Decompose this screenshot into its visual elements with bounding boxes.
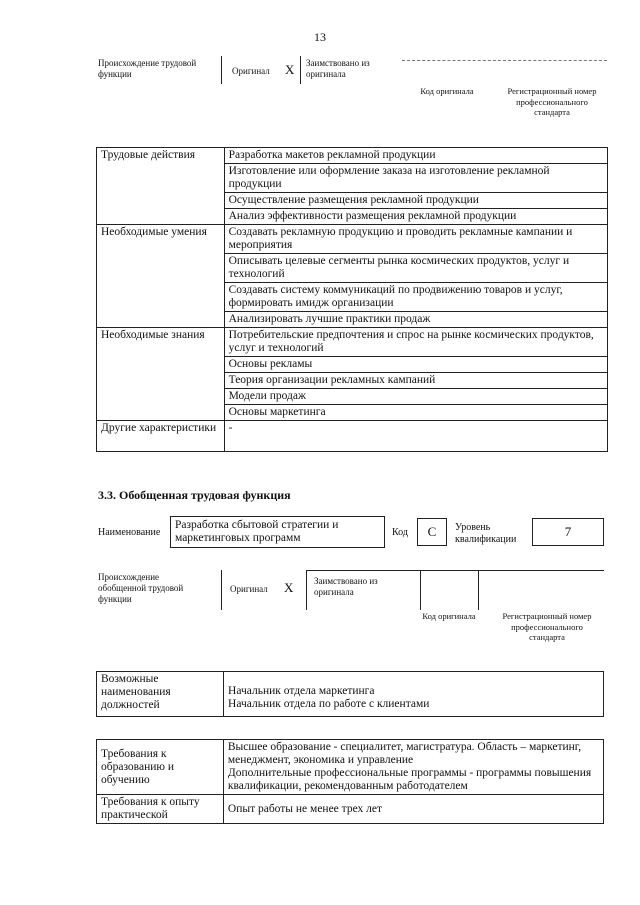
group-item: Осуществление размещения рекламной продукции — [224, 193, 607, 209]
group-title: Другие характеристики — [97, 421, 225, 452]
requirements-table — [96, 739, 604, 824]
code-label: Код — [392, 527, 408, 538]
reg-number-label-2: Регистрационный номер профессионального стандарта — [502, 611, 592, 642]
group-item: Основы рекламы — [224, 357, 607, 373]
origin-divider-2 — [300, 56, 301, 84]
original-mark-2: X — [284, 580, 294, 595]
origin2-divider-4 — [478, 570, 479, 610]
origin-divider — [221, 56, 222, 84]
code-original-label-2: Код оригинала — [422, 611, 476, 621]
level-field — [532, 518, 604, 546]
origin2-divider — [221, 570, 222, 610]
group-item: Разработка макетов рекламной продукции — [224, 148, 607, 164]
origin2-divider-2 — [306, 570, 307, 610]
original-label-2: Оригинал — [230, 584, 268, 594]
group-item: Анализ эффективности размещения рекламной продукции — [224, 209, 607, 225]
code-value: С — [427, 524, 437, 539]
group-item: Создавать рекламную продукцию и проводить рекламные кампании и мероприятия — [224, 225, 607, 254]
table-row — [97, 421, 608, 452]
group-item: Изготовление или оформление заказа на изготовление рекламной продукции — [224, 164, 607, 193]
labor-functions-table — [96, 147, 608, 452]
position-item: Начальник отдела маркетинга — [228, 684, 375, 697]
group-item: Теория организации рекламных кампаний — [224, 373, 607, 389]
table-row — [97, 225, 608, 254]
group-item: - — [224, 421, 607, 452]
name-field — [170, 516, 385, 548]
education-item: Высшее образование - специалитет, магистратура. Область – маркетинг, менеджмент, экономика и управление — [227, 741, 582, 766]
table-row — [97, 148, 608, 164]
origin2-divider-3 — [420, 570, 421, 610]
group-item: Основы маркетинга — [224, 405, 607, 421]
group-title: Необходимые знания — [97, 328, 225, 421]
name-label: Наименование — [98, 527, 161, 538]
group-title: Необходимые умения — [97, 225, 225, 328]
experience-label: Требования к опыту практической — [97, 795, 224, 824]
reg-number-label: Регистрационный номер профессионального стандарта — [507, 86, 597, 117]
education-label: Требования к образованию и обучению — [97, 740, 224, 795]
education-values — [223, 740, 603, 795]
positions-table — [96, 671, 604, 717]
original-mark: X — [285, 62, 295, 77]
positions-label: Возможные наименования должностей — [97, 672, 224, 717]
borrowed-label: Заимствовано из оригинала — [306, 58, 370, 79]
group-item: Модели продаж — [224, 389, 607, 405]
origin-label-2: Происхождение обобщенной трудовой функции — [98, 572, 184, 604]
education-item: Дополнительные профессиональные программы - программы повышения квалификации, рекомендованным работодателем — [227, 767, 592, 792]
group-item: Анализировать лучшие практики продаж — [224, 312, 607, 328]
experience-value: Опыт работы не менее трех лет — [223, 795, 603, 824]
level-label: Уровень квалификации — [455, 522, 517, 545]
origin2-top-line — [306, 570, 604, 571]
code-original-label: Код оригинала — [420, 86, 474, 96]
table-row — [97, 328, 608, 357]
level-value: 7 — [564, 524, 572, 539]
name-value: Разработка сбытовой стратегии и маркетинговых программ — [175, 519, 339, 544]
group-title: Трудовые действия — [97, 148, 225, 225]
group-item: Описывать целевые сегменты рынка космических продуктов, услуг и технологий — [224, 254, 607, 283]
group-item: Потребительские предпочтения и спрос на рынке космических продуктов, услуг и технологий — [224, 328, 607, 357]
section-heading: 3.3. Обобщенная трудовая функция — [98, 488, 291, 502]
code-field — [417, 518, 447, 546]
borrowed-label-2: Заимствовано из оригинала — [314, 576, 378, 597]
group-item: Создавать систему коммуникаций по продвижению товаров и услуг, формировать имидж организации — [224, 283, 607, 312]
dashed-top — [402, 60, 607, 61]
page-number: 13 — [314, 30, 326, 44]
position-item: Начальник отдела по работе с клиентами — [228, 697, 430, 710]
positions-values — [224, 672, 604, 717]
origin-label: Происхождение трудовой функции — [98, 58, 197, 79]
original-label: Оригинал — [232, 66, 270, 76]
